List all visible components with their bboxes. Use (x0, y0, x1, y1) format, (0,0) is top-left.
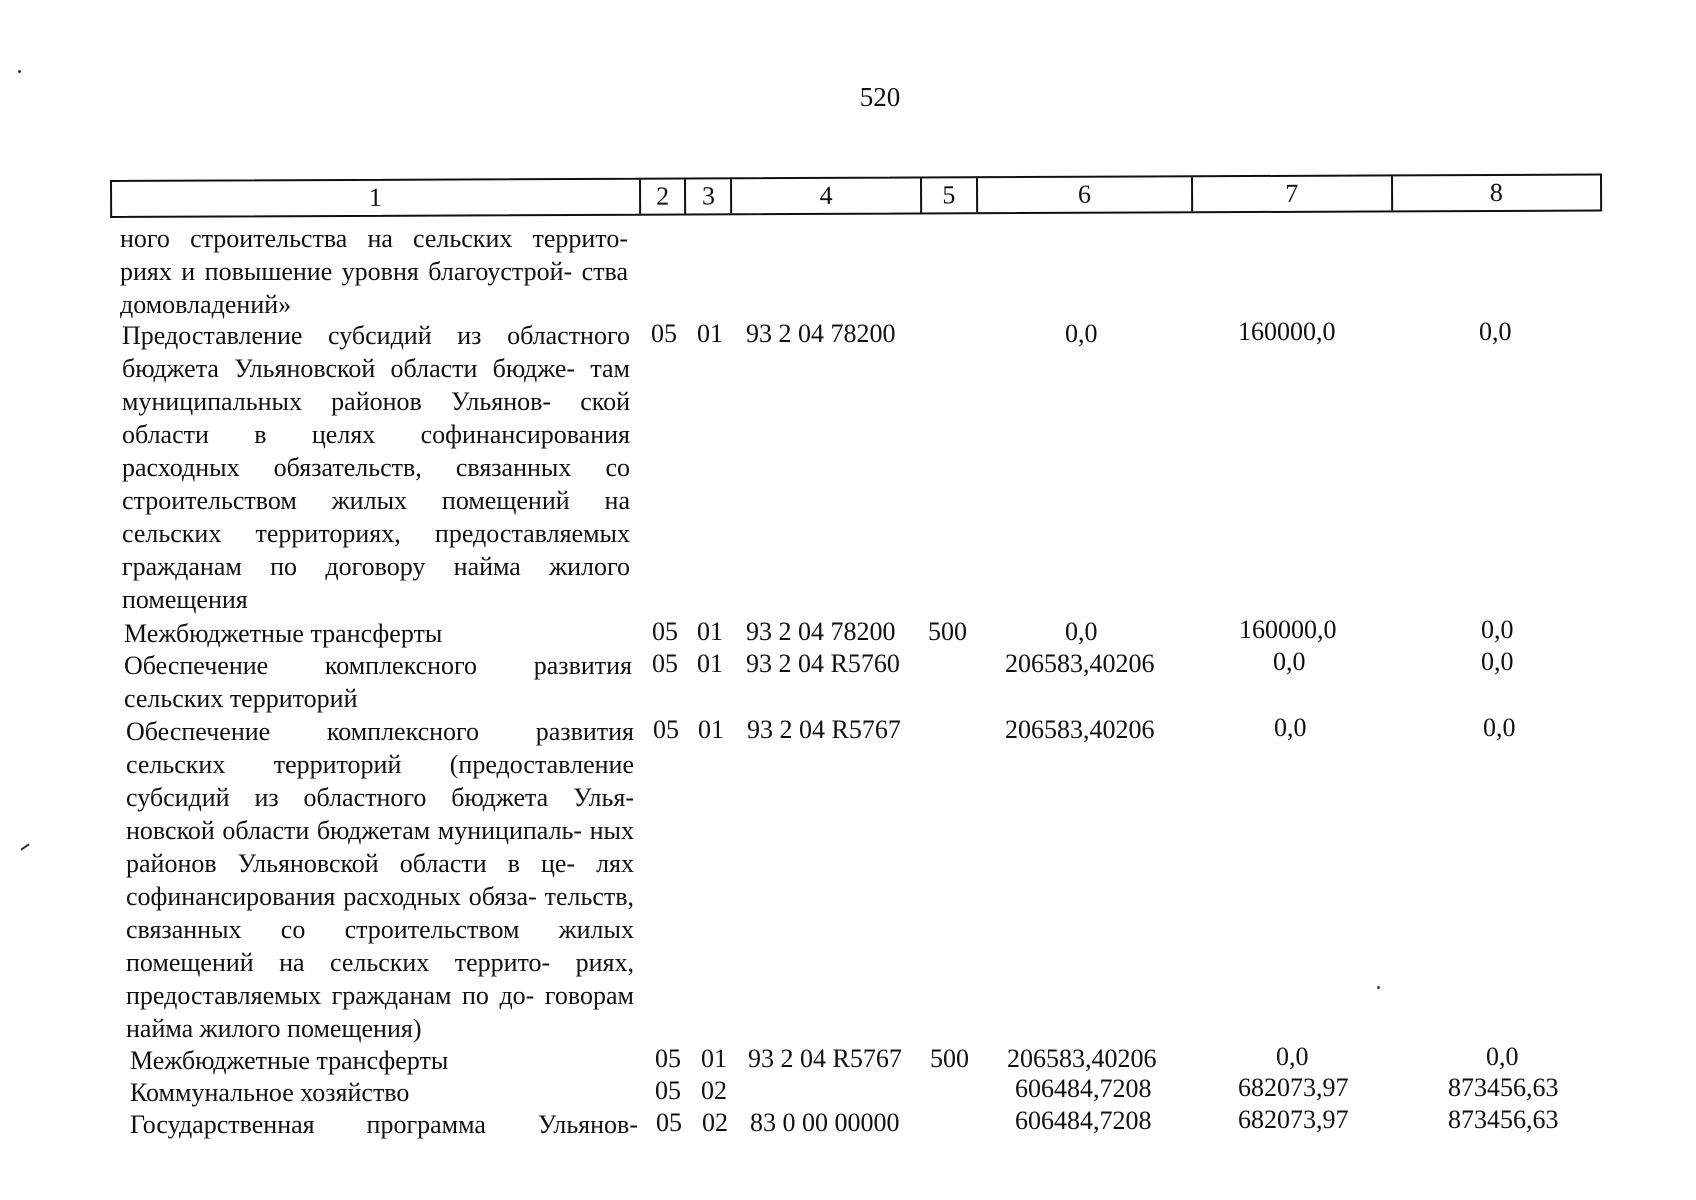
table-body (0, 222, 1696, 1182)
row-value-8: 873456,63 (1448, 1073, 1559, 1102)
header-col-3: 3 (686, 179, 732, 213)
row-value-6: 206583,40206 (1005, 649, 1155, 678)
header-col-1: 1 (112, 180, 641, 216)
row-target-article: 93 2 04 R5760 (746, 649, 900, 678)
row-target-article: 93 2 04 R5767 (748, 1044, 902, 1073)
row-value-7: 0,0 (1276, 1042, 1309, 1071)
row-description: Предоставление субсидий из областного бюджета Ульяновской области бюдже- там муниципальных районов Ульянов- ской области в целях софинансирования расходных обязательств, связанных со строительством жилых помещений на сельских территориях, предоставляемых гражданам по договору найма жилого помещения (122, 321, 630, 614)
row-subsection: 01 (701, 1044, 727, 1073)
row-description: Межбюджетные трансферты (130, 1046, 449, 1075)
row-section: 05 (655, 1076, 681, 1105)
header-col-4: 4 (732, 178, 922, 213)
row-subsection: 01 (698, 715, 724, 744)
row-target-article: 93 2 04 78200 (746, 319, 896, 348)
row-target-article: 93 2 04 R5767 (747, 715, 901, 744)
row-value-7: 682073,97 (1238, 1105, 1349, 1134)
scan-speck (18, 70, 21, 73)
row-subsection: 01 (697, 649, 723, 678)
row-value-8: 0,0 (1481, 615, 1514, 644)
header-col-2: 2 (641, 179, 687, 213)
row-value-8: 0,0 (1486, 1042, 1519, 1071)
row-description: Обеспечение комплексного развития сельских территорий (предоставление субсидий из областного бюджета Улья- новской области бюджетам муниципаль- ных районов Ульяновской области в це- лях софинансирования расходных обяза- тельств, связанных со строительством жилых помещений на сельских террито- риях, предоставляемых гражданам по до- говорам найма жилого помещения) (126, 717, 634, 1043)
row-value-6: 606484,7208 (1015, 1106, 1152, 1135)
scan-speck (1377, 986, 1380, 989)
row-value-6: 606484,7208 (1015, 1074, 1152, 1103)
row-value-7: 682073,97 (1238, 1073, 1349, 1102)
row-value-7: 0,0 (1274, 713, 1307, 742)
row-target-article: 93 2 04 78200 (746, 617, 896, 646)
header-col-6: 6 (978, 177, 1194, 212)
row-section: 05 (651, 319, 677, 348)
row-section: 05 (655, 1044, 681, 1073)
row-value-6: 206583,40206 (1007, 1044, 1157, 1073)
row-subsection: 01 (697, 319, 723, 348)
row-value-8: 0,0 (1481, 647, 1514, 676)
row-section: 05 (652, 649, 678, 678)
table-header (110, 173, 1602, 218)
row-section: 05 (652, 617, 678, 646)
row-value-8: 0,0 (1483, 713, 1516, 742)
row-value-7: 160000,0 (1239, 615, 1337, 644)
header-col-5: 5 (922, 178, 978, 212)
row-description: Обеспечение комплексного развития сельских территорий (124, 651, 632, 713)
row-description: ного строительства на сельских террито- риях и повышение уровня благоустрой- ства домовладений» (120, 224, 628, 319)
row-subsection: 01 (697, 617, 723, 646)
row-value-7: 160000,0 (1238, 317, 1336, 346)
row-target-article: 83 0 00 00000 (750, 1108, 900, 1137)
row-description: Межбюджетные трансферты (124, 619, 443, 648)
row-section: 05 (653, 715, 679, 744)
row-value-6: 0,0 (1065, 617, 1098, 646)
page-number: 520 (859, 82, 901, 112)
row-value-8: 0,0 (1479, 317, 1512, 346)
header-col-8: 8 (1489, 177, 1503, 207)
row-description: Коммунальное хозяйство (130, 1078, 410, 1107)
row-expense-type: 500 (928, 617, 967, 646)
row-value-7: 0,0 (1273, 647, 1306, 676)
row-description: Государственная программа Ульянов- (130, 1110, 638, 1139)
row-value-6: 206583,40206 (1005, 715, 1155, 744)
header-col-7: 7 (1193, 176, 1393, 211)
row-section: 05 (656, 1108, 682, 1137)
row-subsection: 02 (702, 1108, 728, 1137)
row-subsection: 02 (701, 1076, 727, 1105)
row-expense-type: 500 (930, 1044, 969, 1073)
row-value-6: 0,0 (1065, 319, 1098, 348)
row-value-8: 873456,63 (1448, 1105, 1559, 1134)
